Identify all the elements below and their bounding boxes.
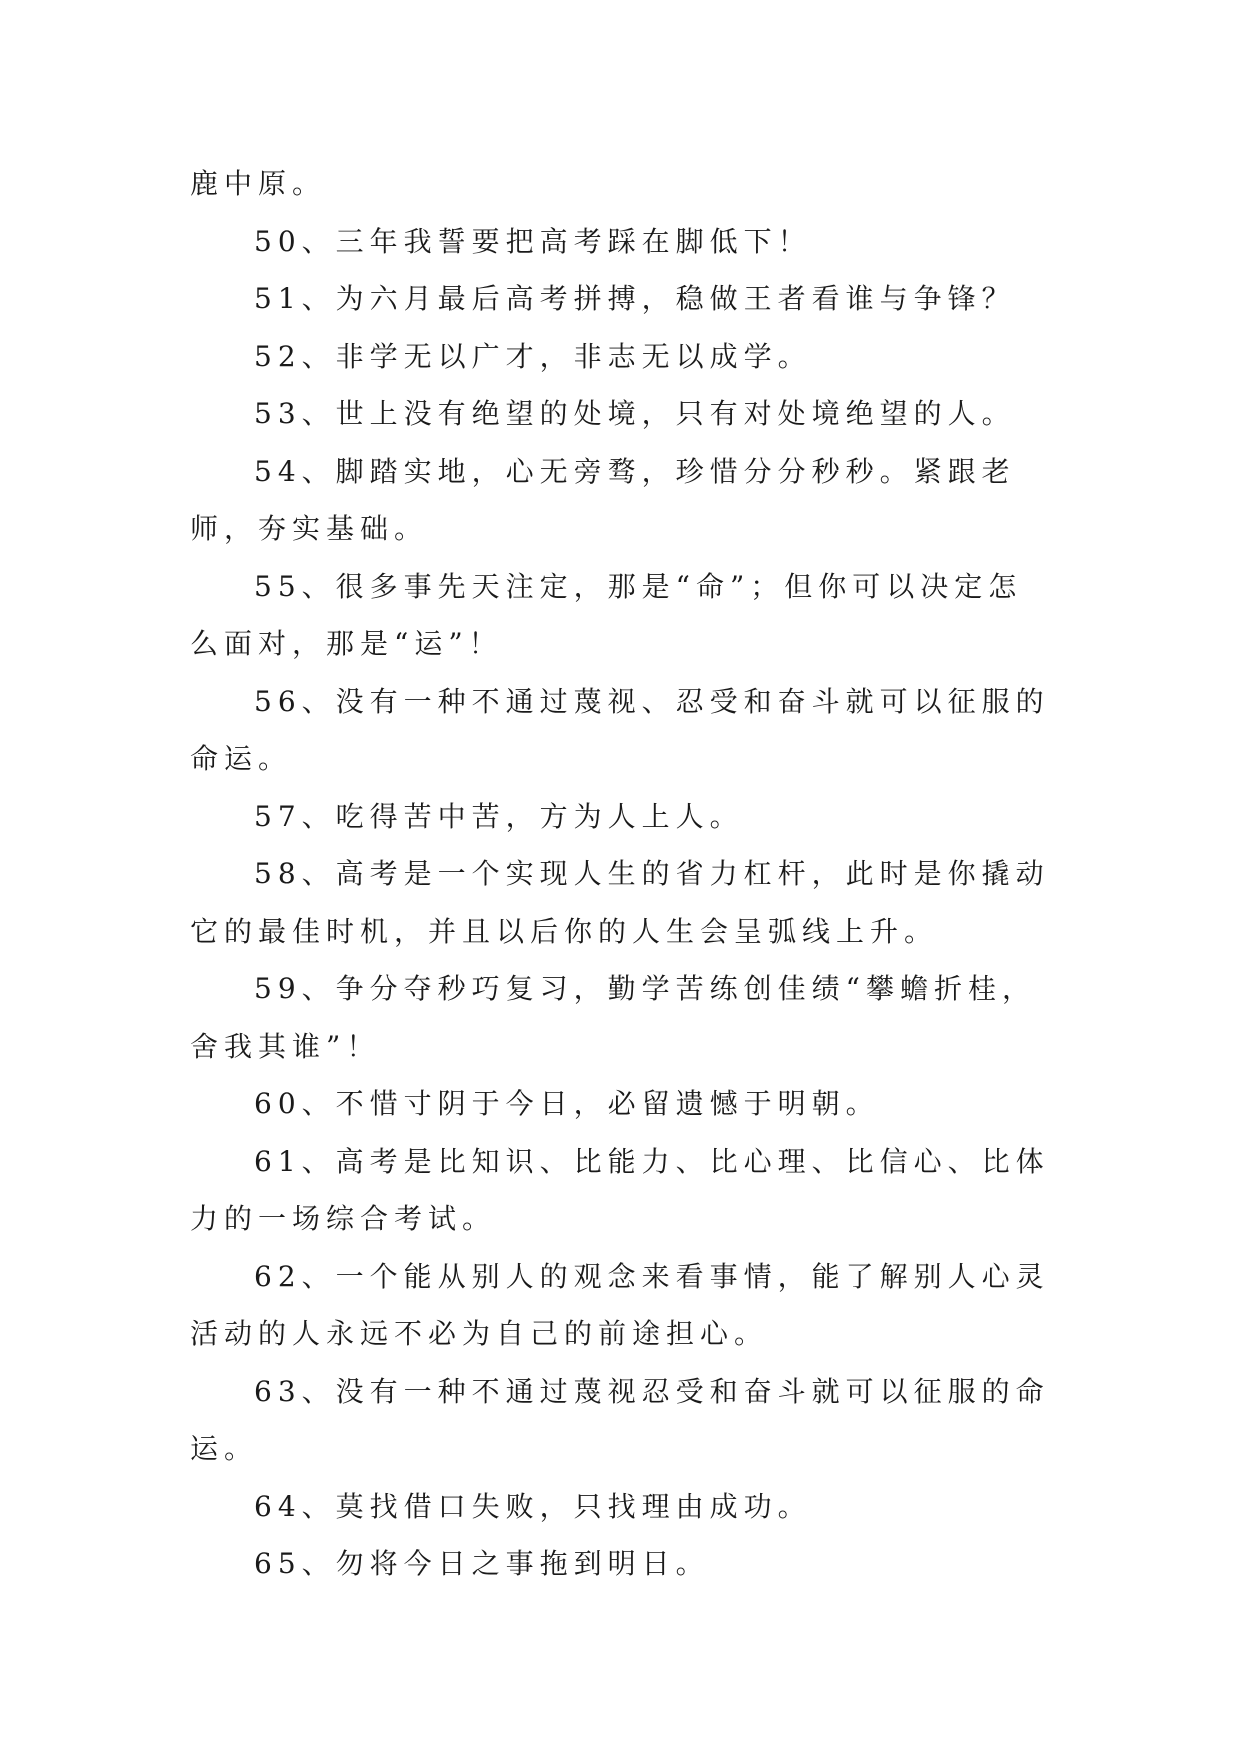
paragraph-item-57: 57、吃得苦中苦，方为人上人。 [254,799,744,833]
paragraph-item-60: 60、不惜寸阴于今日，必留遗憾于明朝。 [254,1087,880,1120]
paragraph-item-55: 55、很多事先天注定，那是“命”；但你可以决定怎么面对，那是“运”！ [190,569,1023,660]
paragraph-item-65: 65、勿将今日之事拖到明日。 [254,1547,710,1580]
paragraph-item-62: 62、一个能从别人的观念来看事情，能了解别人心灵活动的人永远不必为自己的前途担心。 [190,1259,1050,1350]
paragraph-item-50: 50、三年我誓要把高考踩在脚低下！ [254,224,812,258]
paragraph-item-61: 61、高考是比知识、比能力、比心理、比信心、比体力的一场综合考试。 [190,1144,1050,1235]
paragraph-item-58: 58、高考是一个实现人生的省力杠杆，此时是你撬动它的最佳时机，并且以后你的人生会呈弧线上升。 [190,857,1050,948]
document-body [190,155,1050,1593]
paragraph-item-53: 53、世上没有绝望的处境，只有对处境绝望的人。 [254,397,1016,430]
paragraph-item-56: 56、没有一种不通过蔑视、忍受和奋斗就可以征服的命运。 [190,684,1050,775]
paragraph-item-51: 51、为六月最后高考拼搏，稳做王者看谁与争锋？ [254,282,1016,315]
paragraph-item-64: 64、莫找借口失败，只找理由成功。 [254,1489,812,1523]
paragraph-item-59: 59、争分夺秒巧复习，勤学苦练创佳绩“攀蟾折桂，舍我其谁”！ [190,972,1036,1063]
paragraph-item-54: 54、脚踏实地，心无旁骛，珍惜分分秒秒。紧跟老师，夯实基础。 [190,454,1016,545]
paragraph-item-63: 63、没有一种不通过蔑视忍受和奋斗就可以征服的命运。 [190,1374,1050,1465]
paragraph-continuation: 鹿中原。 [190,167,327,200]
paragraph-item-52: 52、非学无以广才，非志无以成学。 [254,339,812,373]
